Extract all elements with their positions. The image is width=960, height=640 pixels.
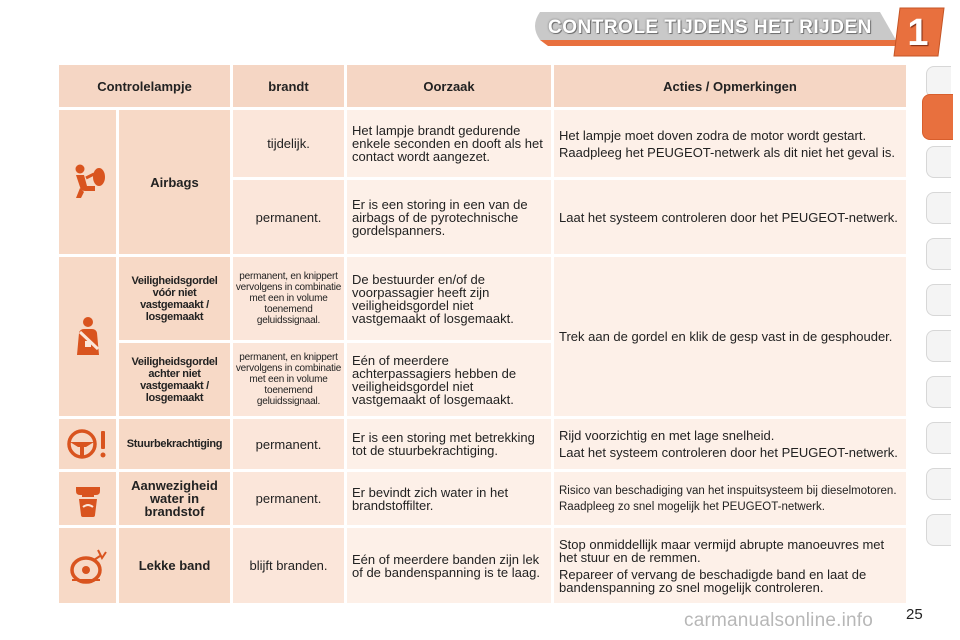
column-header-state: brandt xyxy=(233,65,344,107)
action-cell xyxy=(554,110,906,177)
cause-cell: Er bevindt zich water in het brandstoffilter. xyxy=(347,472,551,525)
chapter-tab[interactable] xyxy=(926,514,951,546)
action-cell xyxy=(554,528,906,603)
tyre-icon-cell xyxy=(59,528,116,603)
state-cell: blijft branden. xyxy=(233,528,344,603)
chapter-tab[interactable] xyxy=(926,422,951,454)
action-text: Trek aan de gordel en klik de gesp vast in de gesphouder. xyxy=(559,329,893,344)
action-text: Raadpleeg het PEUGEOT-netwerk als dit niet het geval is. xyxy=(559,144,896,160)
cause-cell: De bestuurder en/of de voorpassagier heeft zijn veiligheidsgordel niet vastgemaakt of losgemaakt. xyxy=(347,257,551,340)
state-cell: permanent. xyxy=(233,419,344,469)
chapter-tab[interactable] xyxy=(926,376,951,408)
state-cell: tijdelijk. xyxy=(233,110,344,177)
lamp-name-front-seatbelt: Veiligheidsgordel vóór niet vastgemaakt / losgemaakt xyxy=(119,257,230,340)
action-cell xyxy=(554,180,906,254)
action-cell xyxy=(554,419,906,469)
table-header-row xyxy=(59,65,906,107)
chapter-tab[interactable] xyxy=(926,330,951,362)
flat-tyre-icon xyxy=(66,546,110,586)
action-text: Rijd voorzichtig en met lage snelheid. xyxy=(559,428,775,443)
action-text: Stop onmiddellijk maar vermijd abrupte manoeuvres met het stuur en de remmen. xyxy=(559,536,885,565)
cause-cell: Er is een storing met betrekking tot de stuurbekrachtiging. xyxy=(347,419,551,469)
chapter-tab[interactable] xyxy=(926,468,951,500)
action-text: Risico van beschadiging van het inspuitsysteem bij dieselmotoren. xyxy=(559,484,897,497)
page-title: CONTROLE TIJDENS HET RIJDEN xyxy=(548,17,872,38)
action-text: Laat het systeem controleren door het PEUGEOT-netwerk. xyxy=(559,445,898,460)
steering-icon-cell xyxy=(59,419,116,469)
chapter-number: 1 xyxy=(907,12,929,54)
chapter-tab[interactable] xyxy=(926,284,951,316)
state-cell: permanent. xyxy=(233,472,344,525)
water-in-fuel-icon xyxy=(70,479,106,519)
state-cell: permanent, en knippert vervolgens in combinatie met een in volume toenemend geluidssignaal. xyxy=(233,257,344,340)
table-row xyxy=(59,419,906,469)
steering-warning-icon xyxy=(65,426,111,462)
action-cell xyxy=(554,472,906,525)
state-cell: permanent, en knippert vervolgens in combinatie met een in volume toenemend geluidssignaal. xyxy=(233,343,344,416)
watermark: carmanualsonline.info xyxy=(684,610,874,631)
action-text: Repareer of vervang de beschadigde band en laat de bandenspanning zo snel mogelijk controleren. xyxy=(559,566,867,595)
column-header-cause: Oorzaak xyxy=(347,65,551,107)
warning-lamp-table xyxy=(56,62,909,606)
lamp-name-steering: Stuurbekrachtiging xyxy=(119,419,230,469)
airbag-icon xyxy=(68,162,108,202)
seatbelt-icon-cell xyxy=(59,257,116,416)
table-row xyxy=(59,257,906,340)
lamp-name-airbags: Airbags xyxy=(119,110,230,254)
water-icon-cell xyxy=(59,472,116,525)
chapter-tabs xyxy=(926,66,960,586)
cause-cell: Eén of meerdere banden zijn lek of de bandenspanning is te laag. xyxy=(347,528,551,603)
table-row xyxy=(59,528,906,603)
action-cell xyxy=(554,257,906,416)
chapter-tab[interactable] xyxy=(926,146,951,178)
table-row xyxy=(59,472,906,525)
airbag-icon-cell xyxy=(59,110,116,254)
page-number: 25 xyxy=(906,606,923,623)
lamp-name-flat-tyre: Lekke band xyxy=(119,528,230,603)
lamp-name-rear-seatbelt: Veiligheidsgordel achter niet vastgemaakt / losgemaakt xyxy=(119,343,230,416)
action-text: Laat het systeem controleren door het PEUGEOT-netwerk. xyxy=(559,209,898,225)
cause-cell: Er is een storing in een van de airbags of de pyrotechnische gordelspanners. xyxy=(347,180,551,254)
action-text: Raadpleeg zo snel mogelijk het PEUGEOT-netwerk. xyxy=(559,500,825,513)
seatbelt-icon xyxy=(68,315,108,359)
column-header-lamp: Controlelampje xyxy=(59,65,230,107)
state-cell: permanent. xyxy=(233,180,344,254)
table-row xyxy=(59,110,906,177)
cause-cell: Het lampje brandt gedurende enkele seconden en dooft als het contact wordt aangezet. xyxy=(347,110,551,177)
chapter-tab-active[interactable] xyxy=(922,94,953,140)
action-text: Het lampje moet doven zodra de motor wordt gestart. xyxy=(559,127,867,143)
column-header-actions: Acties / Opmerkingen xyxy=(554,65,906,107)
lamp-name-water-in-fuel: Aanwezigheid water in brandstof xyxy=(119,472,230,525)
chapter-tab[interactable] xyxy=(926,192,951,224)
cause-cell: Eén of meerdere achterpassagiers hebben de veiligheidsgordel niet vastgemaakt of losgemaakt. xyxy=(347,343,551,416)
page-header xyxy=(0,0,960,60)
chapter-tab[interactable] xyxy=(926,238,951,270)
